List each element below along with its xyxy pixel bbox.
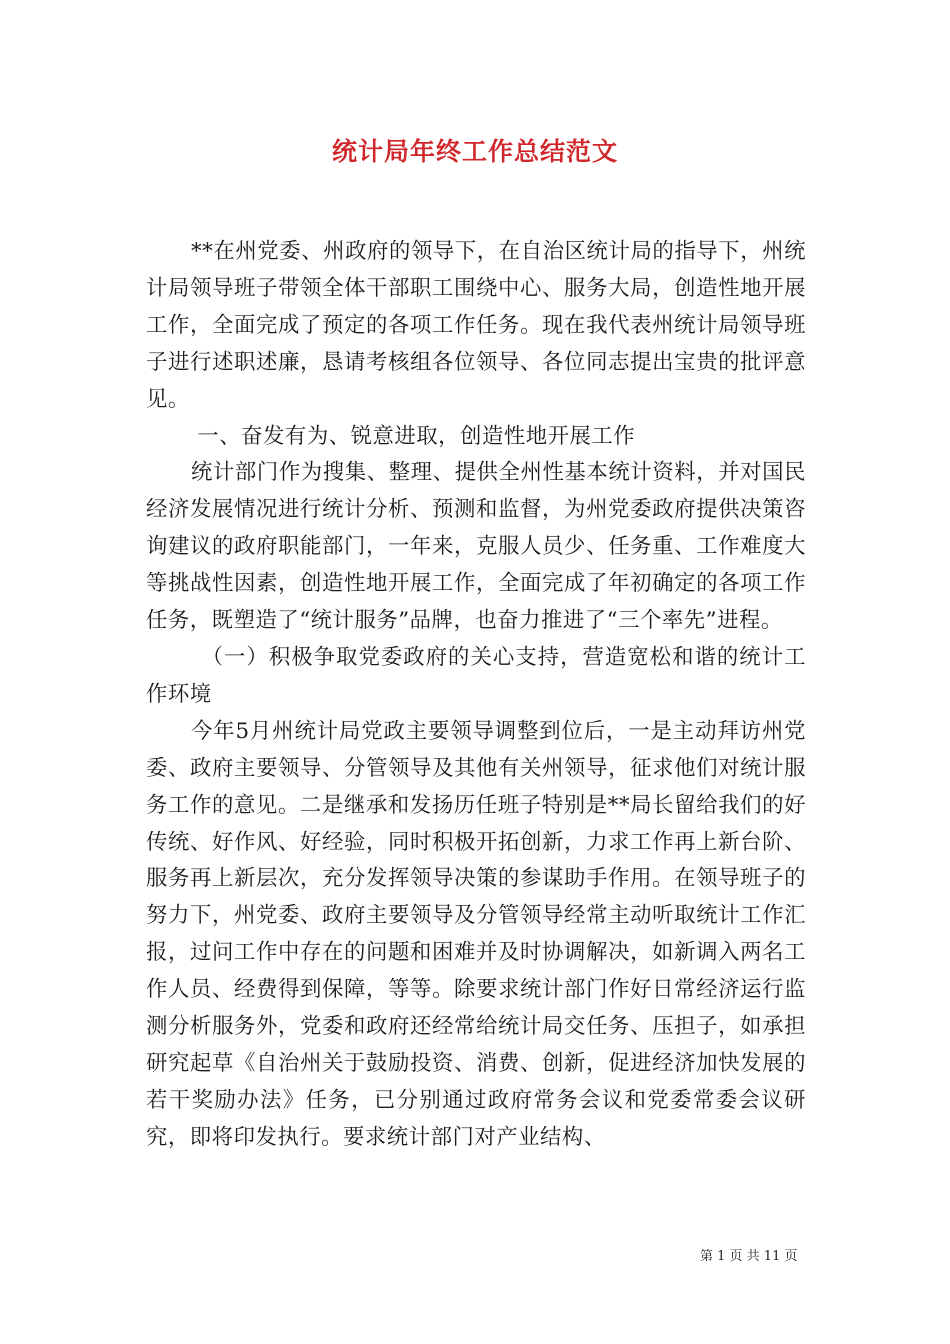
document-body: [146, 234, 806, 1157]
paragraph-subsection-1: 今年5月州统计局党政主要领导调整到位后，一是主动拜访州党委、政府主要领导、分管领导及其他有关州领导，征求他们对统计服务工作的意见。二是继承和发扬历任班子特别是**局长留给我们的好传统、好作风、好经验，同时积极开拓创新，力求工作再上新台阶、服务再上新层次，充分发挥领导决策的参谋助手作用。在领导班子的努力下，州党委、政府主要领导及分管领导经常主动听取统计工作汇报，过问工作中存在的问题和困难并及时协调解决，如新调入两名工作人员、经费得到保障，等等。除要求统计部门作好日常经济运行监测分析服务外，党委和政府还经常给统计局交任务、压担子，如承担研究起草《自治州关于鼓励投资、消费、创新，促进经济加快发展的若干奖励办法》任务，已分别通过政府常务会议和党委常委会议研究，即将印发执行。要求统计部门对产业结构、: [146, 718, 806, 1150]
page-number: 第 1 页 共 11 页: [700, 1249, 798, 1264]
subsection-heading-1: （一）积极争取党委政府的关心支持，营造宽松和谐的统计工作环境: [146, 644, 806, 707]
paragraph-intro: **在州党委、州政府的领导下，在自治区统计局的指导下，州统计局领导班子带领全体干部职工围绕中心、服务大局，创造性地开展工作，全面完成了预定的各项工作任务。现在我代表州统计局领导班子进行述职述廉，恳请考核组各位领导、各位同志提出宝贵的批评意见。: [146, 239, 806, 412]
section-heading-1: 一、奋发有为、锐意进取，创造性地开展工作: [197, 423, 636, 449]
document-title: 统计局年终工作总结范文: [331, 137, 618, 166]
paragraph-section-1: 统计部门作为搜集、整理、提供全州性基本统计资料，并对国民经济发展情况进行统计分析、预测和监督，为州党委政府提供决策咨询建议的政府职能部门，一年来，克服人员少、任务重、工作难度大等挑战性因素，创造性地开展工作，全面完成了年初确定的各项工作任务，既塑造了“统计服务”品牌，也奋力推进了“三个率先”进程。: [146, 460, 806, 634]
